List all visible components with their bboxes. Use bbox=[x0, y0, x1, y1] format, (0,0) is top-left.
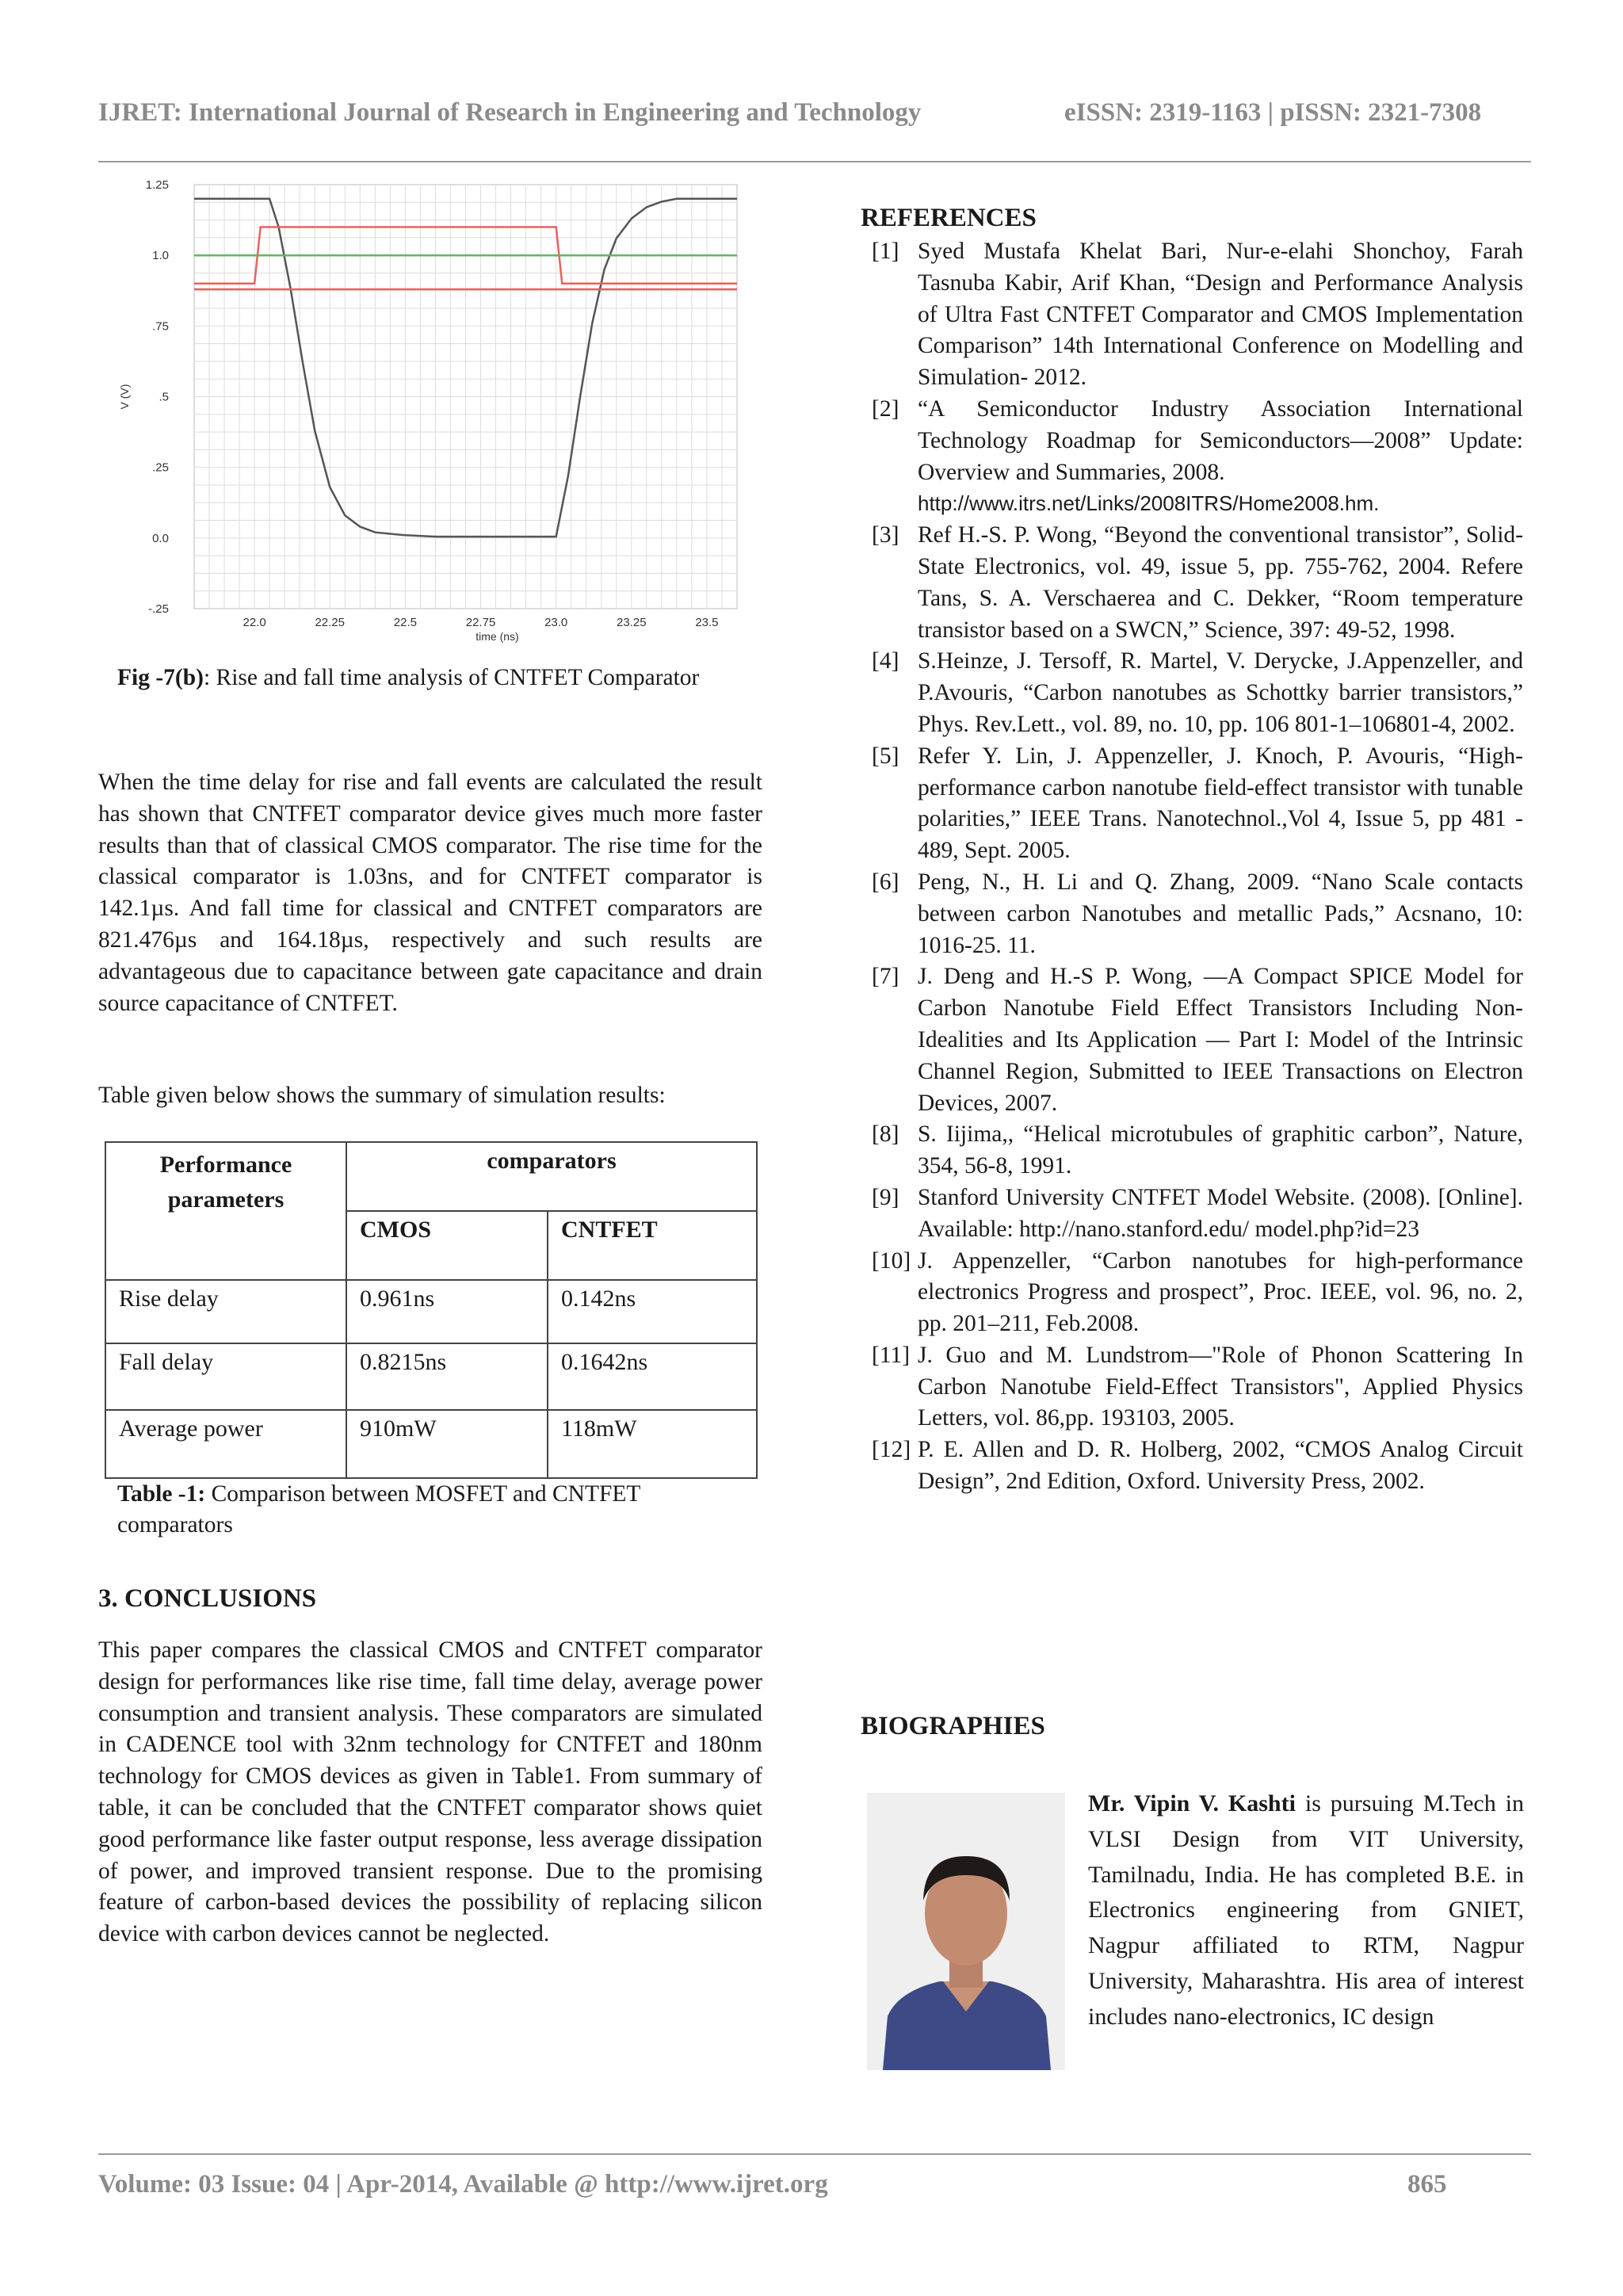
y-tick-label: 1.0 bbox=[152, 249, 169, 263]
reference-item bbox=[872, 867, 1523, 961]
row-cmos: 0.8215ns bbox=[346, 1343, 548, 1410]
row-param: Rise delay bbox=[105, 1280, 346, 1343]
reference-number: [5] bbox=[872, 743, 899, 769]
footer-rule bbox=[98, 2153, 1531, 2155]
header-rule bbox=[98, 161, 1531, 162]
y-axis-label: V (V) bbox=[118, 384, 131, 410]
row-param: Fall delay bbox=[105, 1343, 346, 1410]
reference-item bbox=[872, 741, 1523, 867]
reference-number: [2] bbox=[872, 395, 899, 422]
reference-number: [9] bbox=[872, 1184, 899, 1210]
reference-text: P. E. Allen and D. R. Holberg, 2002, “CMOS Analog Circuit Design”, 2nd Edition, Oxford. University Press, 2002. bbox=[918, 1437, 1523, 1495]
journal-title: IJRET: International Journal of Research in Engineering and Technology bbox=[98, 98, 922, 127]
reference-number: [10] bbox=[872, 1247, 911, 1274]
x-tick-label: 23.5 bbox=[695, 616, 719, 629]
reference-number: [6] bbox=[872, 869, 899, 895]
reference-number: [7] bbox=[872, 964, 899, 990]
reference-url[interactable]: http://www.itrs.net/Links/2008ITRS/Home2008.hm. bbox=[918, 491, 1380, 516]
reference-text: Stanford University CNTFET Model Website. (2008). [Online]. Available: http://nano.stanford.edu/ model.php?id=23 bbox=[918, 1184, 1523, 1242]
figure-caption bbox=[117, 663, 743, 693]
references-heading: REFERENCES bbox=[861, 204, 1037, 232]
reference-text: J. Appenzeller, “Carbon nanotubes for high-performance electronics Progress and prospect”, Proc. IEEE, vol. 96, no. 2, pp. 201–211, Feb.2008. bbox=[918, 1247, 1523, 1337]
rise-fall-chart bbox=[111, 170, 745, 670]
reference-text: J. Deng and H.-S P. Wong, ―A Compact SPICE Model for Carbon Nanotube Field Effect Transistors Including Non-Idealities and Its Application — Part I: Model of the Intrinsic Channel Region, Submitted to IEEE Transactions on Electron Devices, 2007. bbox=[918, 964, 1523, 1116]
reference-number: [8] bbox=[872, 1121, 899, 1148]
figure-caption-text: : Rise and fall time analysis of CNTFET Comparator bbox=[203, 665, 700, 690]
x-tick-label: 22.5 bbox=[393, 616, 417, 629]
header-cmos: CMOS bbox=[346, 1211, 548, 1280]
header-parameters: Performance parameters bbox=[105, 1142, 346, 1280]
table-header-row bbox=[105, 1142, 757, 1211]
x-tick-label: 22.0 bbox=[242, 616, 266, 629]
y-tick-label: .5 bbox=[158, 390, 169, 404]
author-photo bbox=[867, 1793, 1065, 2070]
reference-item bbox=[872, 961, 1523, 1119]
table-row bbox=[105, 1343, 757, 1410]
conclusions-text: This paper compares the classical CMOS and CNTFET comparator design for performances like rise time, fall time delay, average power consumption and transient analysis. These comparators are simulated in CADENCE tool with 32nm technology for CNTFET and 180nm technology for CMOS devices as given in Table1. From summary of table, it can be concluded that the CNTFET comparator shows quiet good performance like faster output response, less average dissipation of power, and improved transient response. Due to the promising feature of carbon-based devices the possibility of replacing silicon device with carbon devices cannot be neglected. bbox=[98, 1637, 762, 1947]
reference-item bbox=[872, 1340, 1523, 1435]
row-cntfet: 118mW bbox=[548, 1410, 757, 1478]
reference-item bbox=[872, 236, 1523, 394]
table-caption-text: Comparison between MOSFET and CNTFET comparators bbox=[117, 1481, 640, 1538]
header-cntfet: CNTFET bbox=[548, 1211, 757, 1280]
table-intro: Table given below shows the summary of simulation results: bbox=[98, 1083, 666, 1108]
footer-volume: Volume: 03 Issue: 04 | Apr-2014, Available @ http://www.ijret.org bbox=[98, 2170, 828, 2199]
y-tick-label: -.25 bbox=[148, 602, 169, 616]
y-tick-label: 1.25 bbox=[145, 178, 169, 192]
reference-item bbox=[872, 1246, 1523, 1340]
reference-text: S. Iijima,, “Helical microtubules of graphitic carbon”, Nature, 354, 56-8, 1991. bbox=[918, 1121, 1523, 1179]
reference-text: Peng, N., H. Li and Q. Zhang, 2009. “Nano Scale contacts between carbon Nanotubes and metallic Pads,” Acsnano, 10: 1016-25. 11. bbox=[918, 869, 1523, 958]
author-name: Mr. Vipin V. Kashti bbox=[1088, 1790, 1296, 1817]
x-tick-label: 23.25 bbox=[617, 616, 647, 629]
reference-item bbox=[872, 394, 1523, 520]
reference-text: J. Guo and M. Lundstrom―"Role of Phonon Scattering In Carbon Nanotube Field-Effect Transistors", Applied Physics Letters, vol. 86,pp. 193103, 2005. bbox=[918, 1342, 1523, 1431]
x-tick-label: 23.0 bbox=[544, 616, 568, 629]
bio-paragraph bbox=[1088, 1786, 1524, 2035]
reference-item bbox=[872, 1119, 1523, 1182]
reference-item bbox=[872, 1435, 1523, 1498]
reference-number: [11] bbox=[872, 1342, 911, 1368]
table-caption-label: Table -1: bbox=[117, 1481, 206, 1507]
y-tick-label: .25 bbox=[152, 460, 169, 475]
author-portrait bbox=[867, 1793, 1065, 2070]
x-tick-label: 22.75 bbox=[465, 616, 496, 629]
results-paragraph: When the time delay for rise and fall events are calculated the result has shown that CNTFET comparator device gives much more faster results than that of classical CMOS comparator. The rise time for the classical comparator is 1.03ns, and for CNTFET comparator is 142.1µs. And fall time for classical and CNTFET comparators are 821.476µs and 164.18µs, respectively and such results are advantageous due to capacitance between gate capacitance and drain source capacitance of CNTFET. bbox=[98, 770, 762, 1016]
table-row bbox=[105, 1280, 757, 1343]
reference-item bbox=[872, 520, 1523, 646]
issn: eISSN: 2319-1163 | pISSN: 2321-7308 bbox=[1064, 98, 1482, 127]
table-row bbox=[105, 1410, 757, 1478]
reference-item bbox=[872, 1182, 1523, 1246]
row-cmos: 0.961ns bbox=[346, 1280, 548, 1343]
reference-number: [4] bbox=[872, 648, 899, 674]
reference-text: Ref H.-S. P. Wong, “Beyond the conventional transistor”, Solid- State Electronics, vol. 49, issue 5, pp. 755-762, 2004. Refere Tans, S. A. Verschaerea and C. Dekker, “Room temperature transistor based on a SWCN,” Science, 397: 49-52, 1998. bbox=[918, 522, 1523, 643]
references-list bbox=[872, 236, 1523, 1498]
page-number: 865 bbox=[1407, 2170, 1447, 2199]
y-tick-label: 0.0 bbox=[152, 531, 169, 545]
reference-number: [1] bbox=[872, 239, 899, 264]
figure-caption-label: Fig -7(b) bbox=[117, 665, 204, 690]
x-tick-label: 22.25 bbox=[315, 616, 346, 629]
reference-text: “A Semiconductor Industry Association International Technology Roadmap for Semiconductors—2008” Update: Overview and Summaries, 2008. bbox=[918, 395, 1523, 485]
x-axis-label: time (ns) bbox=[475, 630, 519, 643]
conclusions-heading: 3. CONCLUSIONS bbox=[98, 1584, 317, 1613]
y-tick-label: .75 bbox=[152, 319, 169, 334]
row-cntfet: 0.142ns bbox=[548, 1280, 757, 1343]
row-param: Average power bbox=[105, 1410, 346, 1478]
reference-text: S.Heinze, J. Tersoff, R. Martel, V. Derycke, J.Appenzeller, and P.Avouris, “Carbon nanotubes as Schottky barrier transistors,” Phys. Rev.Lett., vol. 89, no. 10, pp. 106 801-1–106801-4, 2002. bbox=[918, 648, 1523, 737]
summary-table bbox=[105, 1141, 758, 1479]
reference-number: [12] bbox=[872, 1437, 911, 1463]
reference-item bbox=[872, 646, 1523, 740]
reference-number: [3] bbox=[872, 522, 899, 548]
table-caption bbox=[117, 1479, 751, 1541]
row-cntfet: 0.1642ns bbox=[548, 1343, 757, 1410]
header-comparators: comparators bbox=[346, 1142, 757, 1211]
bio-text: is pursuing M.Tech in VLSI Design from VIT University, Tamilnadu, India. He has completed B.E. in Electronics engineering from GNIET, Nagpur affiliated to RTM, Nagpur University, Maharashtra. His area of interest includes nano-electronics, IC design bbox=[1088, 1790, 1524, 2030]
biographies-heading: BIOGRAPHIES bbox=[861, 1712, 1045, 1740]
reference-text: Refer Y. Lin, J. Appenzeller, J. Knoch, P. Avouris, “High-performance carbon nanotube field-effect transistor with tunable polarities,” IEEE Trans. Nanotechnol.,Vol 4, Issue 5, pp 481 - 489, Sept. 2005. bbox=[918, 743, 1523, 864]
reference-text: Syed Mustafa Khelat Bari, Nur-e-elahi Shonchoy, Farah Tasnuba Kabir, Arif Khan, “Design and Performance Analysis of Ultra Fast CNTFET Comparator and CMOS Implementation Comparison” 14th International Conference on Modelling and Simulation- 2012. bbox=[918, 239, 1523, 391]
row-cmos: 910mW bbox=[346, 1410, 548, 1478]
